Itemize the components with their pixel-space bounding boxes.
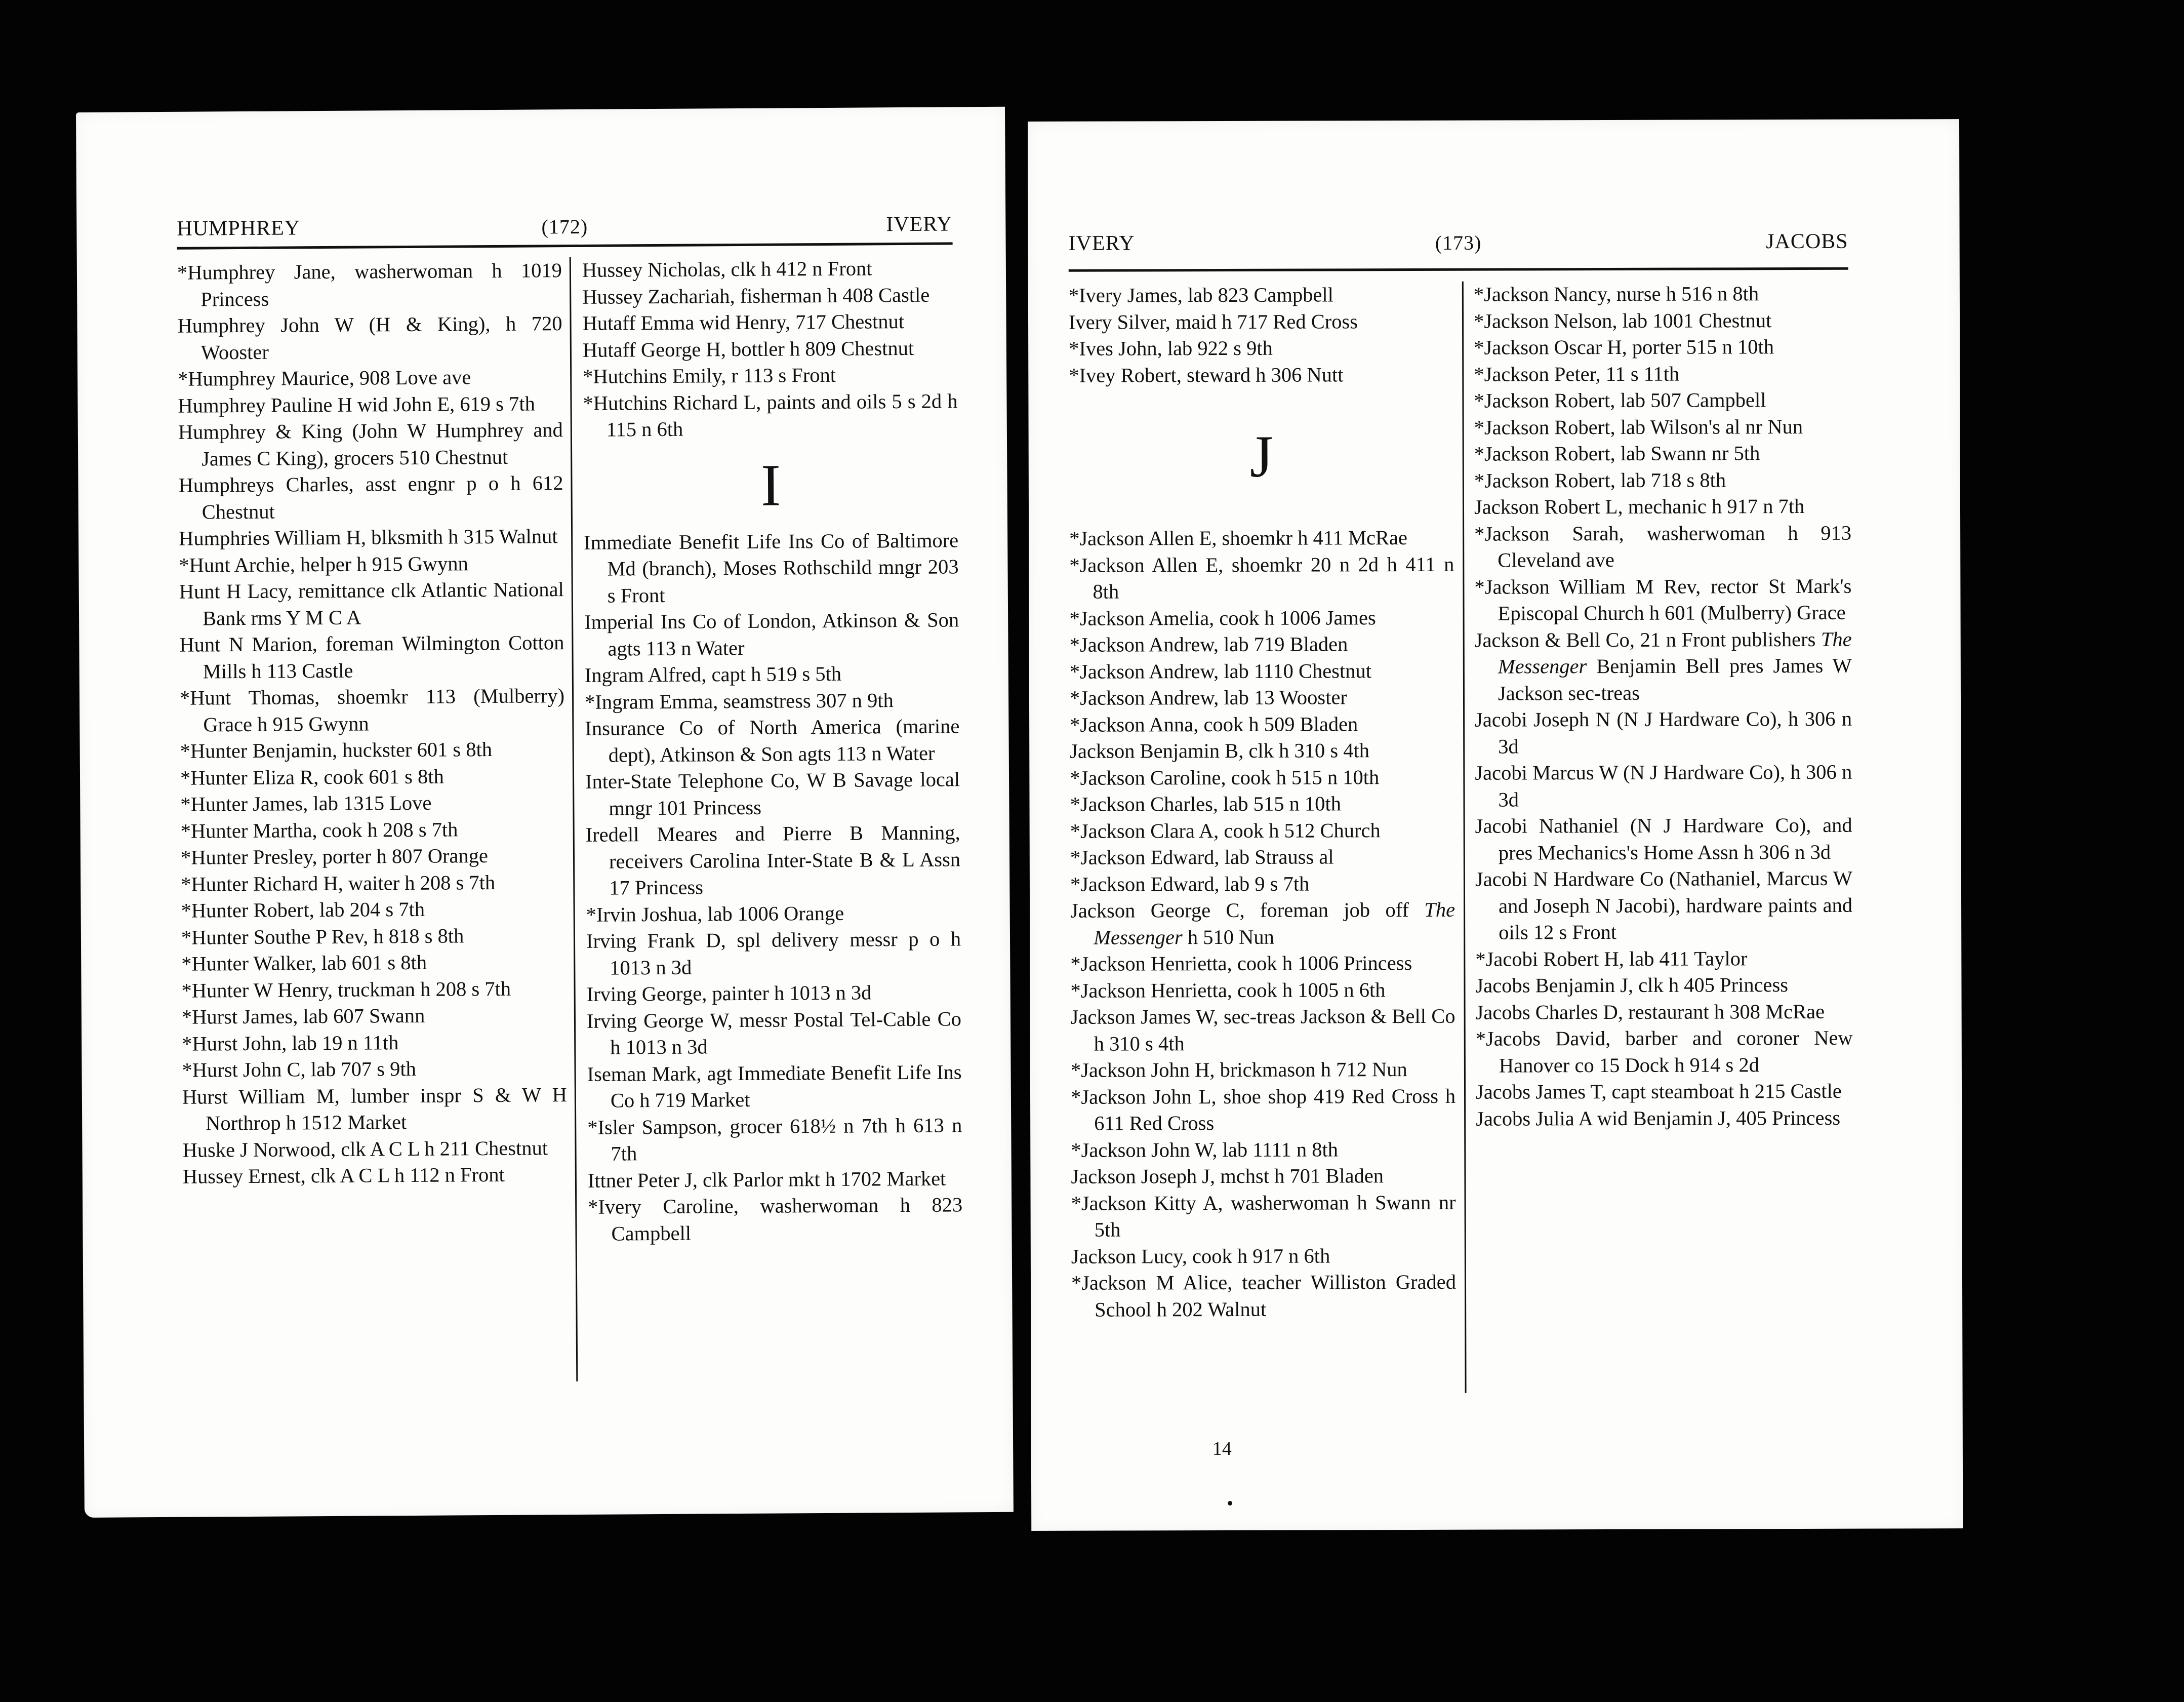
running-head (177, 206, 952, 241)
directory-entry (1475, 626, 1852, 706)
directory-entry: *Jackson Nancy, nurse h 516 n 8th (1473, 282, 1759, 306)
directory-entry: Hurst William M, lumber inspr S & W H Northrop h 1512 Market (182, 1083, 568, 1135)
directory-entry: Iredell Meares and Pierre B Manning, receivers Carolina Inter-State B & L Assn 17 Princess (585, 821, 961, 899)
directory-entry: Jacobi N Hardware Co (Nathaniel, Marcus W and Joseph N Jacobi), hardware paints and oils 12 s Front (1475, 866, 1853, 944)
ink-speck (1228, 1501, 1232, 1506)
directory-entry: *Hunter Eliza R, cook 601 s 8th (180, 765, 444, 789)
column-divider (570, 257, 578, 1381)
directory-entry: Hutaff George H, bottler h 809 Chestnut (582, 336, 914, 362)
section-letter: J (1249, 423, 1273, 490)
directory-entry: Hutaff Emma wid Henry, 717 Chestnut (582, 310, 905, 335)
directory-entry: *Ivery James, lab 823 Campbell (1068, 283, 1333, 307)
directory-entry: *Jackson Charles, lab 515 n 10th (1070, 792, 1342, 816)
directory-entry: Humphrey Pauline H wid John E, 619 s 7th (178, 391, 536, 417)
directory-entry: Ivery Silver, maid h 717 Red Cross (1068, 309, 1358, 334)
column-divider (1462, 282, 1467, 1393)
left-page (76, 107, 1014, 1518)
directory-entry: Humphrey John W (H & King), h 720 Wooster (177, 312, 562, 364)
directory-entry: *Hunt Archie, helper h 915 Gwynn (179, 551, 468, 577)
directory-entry: *Hurst James, lab 607 Swann (181, 1004, 425, 1028)
directory-entry: *Hunter Robert, lab 204 s 7th (181, 897, 425, 922)
directory-entry: *Humphrey Maurice, 908 Love ave (178, 366, 471, 390)
directory-entry: *Jackson M Alice, teacher Williston Graded School h 202 Walnut (1071, 1270, 1457, 1321)
directory-entry: *Hurst John, lab 19 n 11th (182, 1031, 399, 1055)
directory-entry: *Isler Sampson, grocer 618½ n 7th h 613 n 7th (587, 1113, 962, 1165)
directory-entry: *Jackson Sarah, washerwoman h 913 Cleveland ave (1474, 521, 1852, 572)
directory-entry: *Jackson Henrietta, cook h 1005 n 6th (1070, 978, 1386, 1002)
directory-entry: *Jackson Allen E, shoemkr 20 n 2d h 411 n 8th (1069, 552, 1454, 603)
entry-text: h 510 Nun (1182, 925, 1274, 948)
directory-entry: *Jackson Amelia, cook h 1006 James (1069, 606, 1376, 630)
directory-entry: Hunt N Marion, foreman Wilmington Cotton Mills h 113 Castle (179, 631, 564, 683)
section-letter: I (760, 452, 781, 519)
page-number: (172) (541, 215, 588, 239)
directory-entry: Hussey Ernest, clk A C L h 112 n Front (182, 1163, 505, 1188)
header-right-word: JACOBS (1766, 229, 1848, 254)
directory-entry: *Hunter Southe P Rev, h 818 s 8th (181, 924, 464, 949)
column-1 (177, 257, 568, 1190)
directory-entry: Jackson James W, sec-treas Jackson & Bell Co h 310 s 4th (1070, 1004, 1455, 1055)
directory-entry: Hunt H Lacy, remittance clk Atlantic National Bank rms Y M C A (179, 578, 564, 629)
directory-entry: *Jacobs David, barber and coroner New Hanover co 15 Dock h 914 s 2d (1475, 1026, 1853, 1077)
directory-entry: Jacobi Nathaniel (N J Hardware Co), and pres Mechanics's Home Assn h 306 n 3d (1475, 813, 1852, 864)
directory-entry: Jackson Lucy, cook h 917 n 6th (1071, 1244, 1330, 1268)
directory-entry: *Jackson Allen E, shoemkr h 411 McRae (1069, 526, 1407, 550)
right-page (1028, 119, 1963, 1531)
directory-entry: Inter-State Telephone Co, W B Savage local mngr 101 Princess (585, 768, 960, 820)
header-rule (1069, 267, 1848, 272)
directory-entry: Imperial Ins Co of London, Atkinson & Son agts 113 n Water (584, 608, 959, 660)
directory-entry: Ittner Peter J, clk Parlor mkt h 1702 Market (587, 1167, 946, 1192)
directory-entry: *Humphrey Jane, washerwoman h 1019 Princess (177, 259, 562, 311)
directory-entry: Immediate Benefit Life Ins Co of Baltimore Md (branch), Moses Rothschild mngr 203 s Front (584, 528, 959, 607)
directory-entry: *Jackson Caroline, cook h 515 n 10th (1070, 765, 1380, 789)
directory-entry: *Ingram Emma, seamstress 307 n 9th (584, 688, 894, 714)
entry-text: Jackson & Bell Co, 21 n Front publishers (1474, 627, 1821, 652)
directory-entry: *Hunter Presley, porter h 807 Orange (180, 844, 489, 869)
directory-entry: *Jackson Edward, lab 9 s 7th (1070, 872, 1310, 896)
directory-entry: Irving Frank D, spl delivery messr p o h 1013 n 3d (586, 927, 961, 979)
directory-entry: *Jackson Robert, lab Wilson's al nr Nun (1474, 415, 1803, 439)
directory-entry: *Hutchins Richard L, paints and oils 5 s 2d h 115 n 6th (583, 389, 958, 441)
directory-entry: *Jackson Robert, lab 507 Campbell (1474, 388, 1766, 412)
directory-entry: Hussey Nicholas, clk h 412 n Front (582, 257, 872, 282)
directory-entry: *Jackson John W, lab 1111 n 8th (1071, 1137, 1338, 1162)
directory-entry: Jacobs James T, capt steamboat h 215 Castle (1475, 1079, 1842, 1103)
directory-entry: Humphrey & King (John W Humphrey and James C King), grocers 510 Chestnut (178, 418, 563, 470)
directory-entry: *Jackson Andrew, lab 13 Wooster (1069, 686, 1347, 709)
signature-mark: 14 (1212, 1438, 1232, 1460)
directory-entry: *Jacobi Robert H, lab 411 Taylor (1475, 946, 1748, 971)
directory-entry: *Jackson Kitty A, washerwoman h Swann nr 5th (1071, 1191, 1456, 1241)
directory-entry: *Jackson Clara A, cook h 512 Church (1070, 818, 1381, 843)
directory-entry: *Hunter Richard H, waiter h 208 s 7th (181, 870, 496, 896)
directory-entry: Irving George, painter h 1013 n 3d (586, 981, 872, 1006)
running-head (1069, 223, 1848, 256)
directory-entry: Jacobi Marcus W (N J Hardware Co), h 306 n 3d (1475, 760, 1852, 811)
directory-entry: *Ivery Caroline, washerwoman h 823 Campbell (588, 1193, 963, 1245)
directory-entry: Jacobi Joseph N (N J Hardware Co), h 306 n 3d (1475, 707, 1852, 758)
directory-entry: *Jackson William M Rev, rector St Mark's Episcopal Church h 601 (Mulberry) Grace (1474, 574, 1852, 625)
directory-entry: Irving George W, messr Postal Tel-Cable Co h 1013 n 3d (586, 1007, 962, 1059)
directory-entry: *Hunter Martha, cook h 208 s 7th (180, 817, 458, 843)
directory-entry: *Jackson Andrew, lab 719 Bladen (1069, 632, 1348, 656)
publication-title: The Messenger (1498, 627, 1852, 678)
directory-entry: *Jackson Edward, lab Strauss al (1070, 845, 1334, 869)
page-number: (173) (1435, 231, 1482, 254)
directory-entry: *Jackson John L, shoe shop 419 Red Cross h 611 Red Cross (1070, 1084, 1456, 1135)
directory-entry: *Jackson Peter, 11 s 11th (1474, 362, 1680, 386)
directory-entry: *Hurst John C, lab 707 s 9th (182, 1057, 417, 1082)
directory-entry: *Hunter Walker, lab 601 s 8th (181, 951, 427, 975)
directory-entry: Jackson Joseph J, mchst h 701 Bladen (1071, 1164, 1384, 1188)
directory-entry: *Ivey Robert, steward h 306 Nutt (1069, 363, 1344, 387)
header-left-word: HUMPHREY (177, 216, 301, 241)
directory-entry: *Jackson Henrietta, cook h 1006 Princess (1070, 952, 1412, 975)
header-rule (177, 242, 953, 249)
page-content (1069, 281, 1851, 1498)
directory-entry: Hussey Zachariah, fisherman h 408 Castle (582, 283, 930, 308)
directory-entry: *Jackson Robert, lab Swann nr 5th (1474, 442, 1760, 465)
directory-entry: Jacobs Julia A wid Benjamin J, 405 Princess (1476, 1106, 1841, 1130)
directory-entry: *Hunter Benjamin, huckster 601 s 8th (180, 738, 493, 763)
directory-entry: *Ives John, lab 922 s 9th (1069, 336, 1273, 360)
directory-entry: Jacobs Charles D, restaurant h 308 McRae (1475, 1000, 1825, 1024)
directory-entry: *Jackson Robert, lab 718 s 8th (1474, 468, 1726, 492)
page-content (177, 255, 964, 1500)
directory-entry: Jackson Benjamin B, clk h 310 s 4th (1070, 739, 1370, 763)
directory-entry: Jackson Robert L, mechanic h 917 n 7th (1474, 494, 1805, 519)
directory-entry: *Hunter W Henry, truckman h 208 s 7th (181, 977, 511, 1002)
column-1 (1069, 282, 1456, 1323)
directory-entry: Jacobs Benjamin J, clk h 405 Princess (1475, 973, 1789, 997)
entry-text: Benjamin Bell pres James W Jackson sec-treas (1498, 654, 1852, 705)
directory-entry: *Jackson John H, brickmason h 712 Nun (1070, 1058, 1407, 1082)
directory-entry: *Hunt Thomas, shoemkr 113 (Mulberry) Grace h 915 Gwynn (179, 684, 565, 736)
column-2 (1474, 281, 1853, 1132)
directory-entry: *Jackson Andrew, lab 1110 Chestnut (1069, 659, 1372, 683)
directory-entry: *Jackson Oscar H, porter 515 n 10th (1474, 335, 1774, 359)
directory-entry: *Jackson Nelson, lab 1001 Chestnut (1473, 308, 1772, 333)
directory-entry: *Jackson Anna, cook h 509 Bladen (1070, 712, 1358, 736)
directory-entry: Humphreys Charles, asst engnr p o h 612 Chestnut (178, 471, 563, 523)
entry-text: Jackson George C, foreman job off (1070, 898, 1425, 922)
directory-entry: Iseman Mark, agt Immediate Benefit Life Ins Co h 719 Market (587, 1060, 962, 1112)
directory-entry: *Irvin Joshua, lab 1006 Orange (586, 901, 844, 926)
header-left-word: IVERY (1068, 231, 1135, 255)
directory-entry: Huske J Norwood, clk A C L h 211 Chestnut (182, 1136, 548, 1162)
publication-title: The Messenger (1094, 898, 1455, 949)
directory-entry: Ingram Alfred, capt h 519 s 5th (584, 662, 842, 687)
column-2 (582, 255, 963, 1247)
directory-entry: *Hunter James, lab 1315 Love (180, 791, 432, 816)
directory-entry: *Hutchins Emily, r 113 s Front (583, 363, 836, 388)
header-right-word: IVERY (886, 212, 953, 236)
directory-entry (1070, 897, 1455, 951)
directory-entry: Humphries William H, blksmith h 315 Walnut (179, 525, 558, 550)
directory-entry: Insurance Co of North America (marine dept), Atkinson & Son agts 113 n Water (585, 715, 960, 767)
